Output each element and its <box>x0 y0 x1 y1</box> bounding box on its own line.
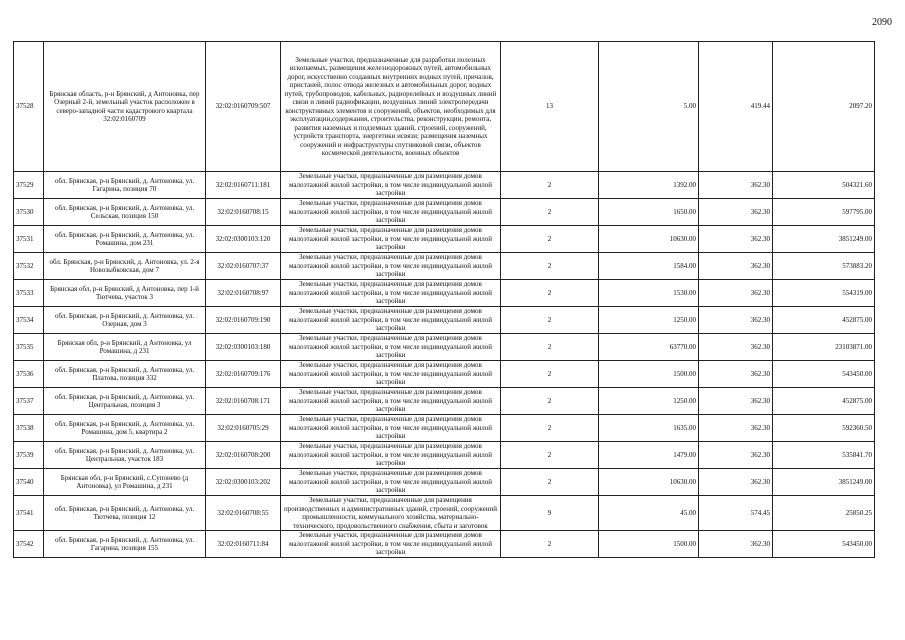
area-cell: 1635.00 <box>599 415 699 442</box>
area-cell: 1500.00 <box>599 531 699 558</box>
record-number: 37528 <box>14 42 44 172</box>
area-cell: 1250.00 <box>599 388 699 415</box>
cadastral-number-cell: 32:02:0160707:37 <box>206 253 281 280</box>
land-use-cell: Земельные участки, предназначенные для размещения домов малоэтажной жилой застройки, в том числе индивидуальной жилой застройки <box>281 226 501 253</box>
land-use-cell: Земельные участки, предназначенные для размещения домов малоэтажной жилой застройки, в том числе индивидуальной жилой застройки <box>281 253 501 280</box>
cadastral-number-cell: 32:02:0160709:190 <box>206 307 281 334</box>
specific-value-cell: 362.30 <box>699 415 773 442</box>
specific-value-cell: 362.30 <box>699 307 773 334</box>
use-group-code-cell: 2 <box>501 280 599 307</box>
use-group-code-cell: 2 <box>501 388 599 415</box>
table-row <box>14 307 875 334</box>
table-row <box>14 531 875 558</box>
cadastral-number-cell: 32:02:0160708:55 <box>206 496 281 531</box>
address-cell: обл. Брянская, р-н Брянский, д. Антоновка, ул. Озерная, дом 3 <box>44 307 206 334</box>
area-cell: 1530.00 <box>599 280 699 307</box>
cadastral-number-cell: 32:02:0160711:84 <box>206 531 281 558</box>
cadastral-value-cell: 592360.50 <box>773 415 875 442</box>
land-use-cell: Земельные участки, предназначенные для размещения домов малоэтажной жилой застройки, в том числе индивидуальной жилой застройки <box>281 280 501 307</box>
land-use-cell: Земельные участки, предназначенные для размещения домов малоэтажной жилой застройки, в том числе индивидуальной жилой застройки <box>281 442 501 469</box>
use-group-code-cell: 2 <box>501 442 599 469</box>
land-use-cell: Земельные участки, предназначенные для размещения домов малоэтажной жилой застройки, в том числе индивидуальной жилой застройки <box>281 469 501 496</box>
table-row <box>14 226 875 253</box>
specific-value-cell: 362.30 <box>699 442 773 469</box>
specific-value-cell: 419.44 <box>699 42 773 172</box>
use-group-code-cell: 2 <box>501 226 599 253</box>
land-use-cell: Земельные участки, предназначенные для размещения домов малоэтажной жилой застройки, в том числе индивидуальной жилой застройки <box>281 531 501 558</box>
land-use-cell: Земельные участки, предназначенные для размещения домов малоэтажной жилой застройки, в том числе индивидуальной жилой застройки <box>281 172 501 199</box>
area-cell: 1392.00 <box>599 172 699 199</box>
use-group-code-cell: 2 <box>501 361 599 388</box>
use-group-code-cell: 2 <box>501 531 599 558</box>
address-cell: обл. Брянская, р-н Брянский, д. Антоновка, ул. Ромашина, дом 5, квартира 2 <box>44 415 206 442</box>
table-row <box>14 253 875 280</box>
cadastral-number-cell: 32:02:0160705:29 <box>206 415 281 442</box>
table-row <box>14 280 875 307</box>
cadastral-number-cell: 32:02:0160708:15 <box>206 199 281 226</box>
specific-value-cell: 362.30 <box>699 253 773 280</box>
table-row <box>14 42 875 172</box>
record-number: 37534 <box>14 307 44 334</box>
area-cell: 10630.00 <box>599 226 699 253</box>
table-row <box>14 415 875 442</box>
use-group-code-cell: 13 <box>501 42 599 172</box>
use-group-code-cell: 2 <box>501 199 599 226</box>
cadastral-value-cell: 3851249.00 <box>773 226 875 253</box>
cadastral-value-cell: 452875.00 <box>773 388 875 415</box>
area-cell: 45.00 <box>599 496 699 531</box>
cadastral-number-cell: 32:02:0160708:97 <box>206 280 281 307</box>
record-number: 37529 <box>14 172 44 199</box>
cadastral-value-cell: 543450.00 <box>773 531 875 558</box>
cadastral-number-cell: 32:02:0160708:171 <box>206 388 281 415</box>
table-row <box>14 496 875 531</box>
record-number: 37530 <box>14 199 44 226</box>
area-cell: 1650.00 <box>599 199 699 226</box>
area-cell: 1584.00 <box>599 253 699 280</box>
cadastral-number-cell: 32:02:0160711:181 <box>206 172 281 199</box>
area-cell: 1479.00 <box>599 442 699 469</box>
cadastral-value-cell: 452875.00 <box>773 307 875 334</box>
cadastral-value-cell: 543450.00 <box>773 361 875 388</box>
address-cell: обл. Брянская, р-н Брянский, д. Антоновка, ул. Гагарина, позиция 155 <box>44 531 206 558</box>
use-group-code-cell: 2 <box>501 172 599 199</box>
record-number: 37532 <box>14 253 44 280</box>
specific-value-cell: 362.30 <box>699 334 773 361</box>
address-cell: обл. Брянская, р-н Брянский, д. Антоновка, ул. Центральная, участок 183 <box>44 442 206 469</box>
specific-value-cell: 362.30 <box>699 388 773 415</box>
cadastral-number-cell: 32:02:0300103:202 <box>206 469 281 496</box>
record-number: 37531 <box>14 226 44 253</box>
specific-value-cell: 362.30 <box>699 531 773 558</box>
address-cell: Брянская обл, р-н Брянский, д Антоновка, ул Ромашина, д 231 <box>44 334 206 361</box>
specific-value-cell: 574.45 <box>699 496 773 531</box>
cadastral-value-cell: 597795.00 <box>773 199 875 226</box>
area-cell: 5.00 <box>599 42 699 172</box>
table-row <box>14 388 875 415</box>
address-cell: обл. Брянская, р-н Брянский, д. Антоновка, ул. Центральная, позиция 3 <box>44 388 206 415</box>
table-row <box>14 172 875 199</box>
address-cell: обл. Брянская, р-н Брянский, д. Антоновка, ул. Сельская, позиция 150 <box>44 199 206 226</box>
specific-value-cell: 362.30 <box>699 469 773 496</box>
cadastral-value-cell: 554319.00 <box>773 280 875 307</box>
land-use-cell: Земельные участки, предназначенные для размещения домов малоэтажной жилой застройки, в том числе индивидуальной жилой застройки <box>281 199 501 226</box>
land-use-cell: Земельные участки, предназначенные для размещения домов малоэтажной жилой застройки, в том числе индивидуальной жилой застройки <box>281 361 501 388</box>
cadastral-value-cell: 23103871.00 <box>773 334 875 361</box>
record-number: 37536 <box>14 361 44 388</box>
record-number: 37542 <box>14 531 44 558</box>
area-cell: 1500.00 <box>599 361 699 388</box>
address-cell: обл. Брянская, р-н Брянский, д. Антоновка, ул. 2-я Новозыбковская, дом 7 <box>44 253 206 280</box>
cadastral-value-cell: 504321.60 <box>773 172 875 199</box>
area-cell: 1250.00 <box>599 307 699 334</box>
table-row <box>14 334 875 361</box>
specific-value-cell: 362.30 <box>699 226 773 253</box>
specific-value-cell: 362.30 <box>699 361 773 388</box>
record-number: 37541 <box>14 496 44 531</box>
cadastral-value-cell: 573883.20 <box>773 253 875 280</box>
cadastral-value-cell: 3851249.00 <box>773 469 875 496</box>
address-cell: Брянская обл, р-н Брянский, с.Супонево (д Антоновка), ул Ромашина, д 231 <box>44 469 206 496</box>
land-use-cell: Земельные участки, предназначенные для разработки полезных ископаемых, размещения железнодорожных путей, автомобильных дорог, искусственно созданных внутренних водных путей, причалов, пристаней, полос отвода железных и автомобильных дорог, водных путей, трубопроводов, кабельных, радиорелейных и воздушных линий связи и линий радиофикации, воздушных линий электропередачи конструктивных элементов и сооружений, объектов, необходимых для эксплуатации,содержания, строительства, реконструкции, ремонта, развития наземных и подземных зданий, строений, сооружений, устройств транспорта, энергетики исвязи; размещения наземных сооружений и инфраструктуры спутниковой связи, объектов космической деятельности, военных объектов <box>281 42 501 172</box>
land-use-cell: Земельные участки, предназначенные для размещения домов малоэтажной жилой застройки, в том числе индивидуальной жилой застройки <box>281 388 501 415</box>
record-number: 37533 <box>14 280 44 307</box>
address-cell: Брянская область, р-н Брянский, д Антоновка, пер Озерный 2-й, земельный участок расположен в северо-западной части кадастрового квартала 32:02:0160709 <box>44 42 206 172</box>
page-number: 2090 <box>872 17 892 28</box>
cadastral-value-cell: 535841.70 <box>773 442 875 469</box>
table-row <box>14 199 875 226</box>
address-cell: обл. Брянская, р-н Брянский, д. Антоновка, ул. Платова, позиция 332 <box>44 361 206 388</box>
cadastral-number-cell: 32:02:0160708:200 <box>206 442 281 469</box>
cadastral-number-cell: 32:02:0160709:507 <box>206 42 281 172</box>
cadastral-value-cell: 2097.20 <box>773 42 875 172</box>
record-number: 37539 <box>14 442 44 469</box>
land-use-cell: Земельные участки, предназначенные для размещения домов малоэтажной жилой застройки, в том числе индивидуальной жилой застройки <box>281 307 501 334</box>
specific-value-cell: 362.30 <box>699 172 773 199</box>
specific-value-cell: 362.30 <box>699 199 773 226</box>
table-row <box>14 469 875 496</box>
cadastral-value-cell: 25850.25 <box>773 496 875 531</box>
record-number: 37537 <box>14 388 44 415</box>
address-cell: Брянская обл, р-н Брянский, д Антоновка, пер 1-й Тютчева, участок 3 <box>44 280 206 307</box>
land-use-cell: Земельные участки, предназначенные для размещения производственных и административных зданий, строений, сооружений промышленности, коммунального хозяйства, материально-технического, продовольственного снабжения, сбыта и заготовок <box>281 496 501 531</box>
use-group-code-cell: 2 <box>501 334 599 361</box>
area-cell: 10630.00 <box>599 469 699 496</box>
use-group-code-cell: 2 <box>501 469 599 496</box>
cadastral-number-cell: 32:02:0300103:180 <box>206 334 281 361</box>
use-group-code-cell: 2 <box>501 415 599 442</box>
use-group-code-cell: 2 <box>501 307 599 334</box>
use-group-code-cell: 2 <box>501 253 599 280</box>
cadastral-value-table <box>13 41 875 558</box>
specific-value-cell: 362.30 <box>699 280 773 307</box>
address-cell: обл. Брянская, р-н Брянский, д. Антоновка, ул. Гагарина, позиция 70 <box>44 172 206 199</box>
table-row <box>14 442 875 469</box>
land-use-cell: Земельные участки, предназначенные для размещения домов малоэтажной жилой застройки, в том числе индивидуальной жилой застройки <box>281 415 501 442</box>
record-number: 37535 <box>14 334 44 361</box>
area-cell: 63770.00 <box>599 334 699 361</box>
record-number: 37540 <box>14 469 44 496</box>
address-cell: обл. Брянская, р-н Брянский, д. Антоновка, ул. Тютчева, позиция 12 <box>44 496 206 531</box>
table-body <box>14 42 875 558</box>
cadastral-number-cell: 32:02:0300103:120 <box>206 226 281 253</box>
cadastral-number-cell: 32:02:0160709:176 <box>206 361 281 388</box>
use-group-code-cell: 9 <box>501 496 599 531</box>
address-cell: обл. Брянская, р-н Брянский, д. Антоновка, ул. Ромашина, дом 231 <box>44 226 206 253</box>
table-row <box>14 361 875 388</box>
record-number: 37538 <box>14 415 44 442</box>
land-use-cell: Земельные участки, предназначенные для размещения домов малоэтажной жилой застройки, в том числе индивидуальной жилой застройки <box>281 334 501 361</box>
